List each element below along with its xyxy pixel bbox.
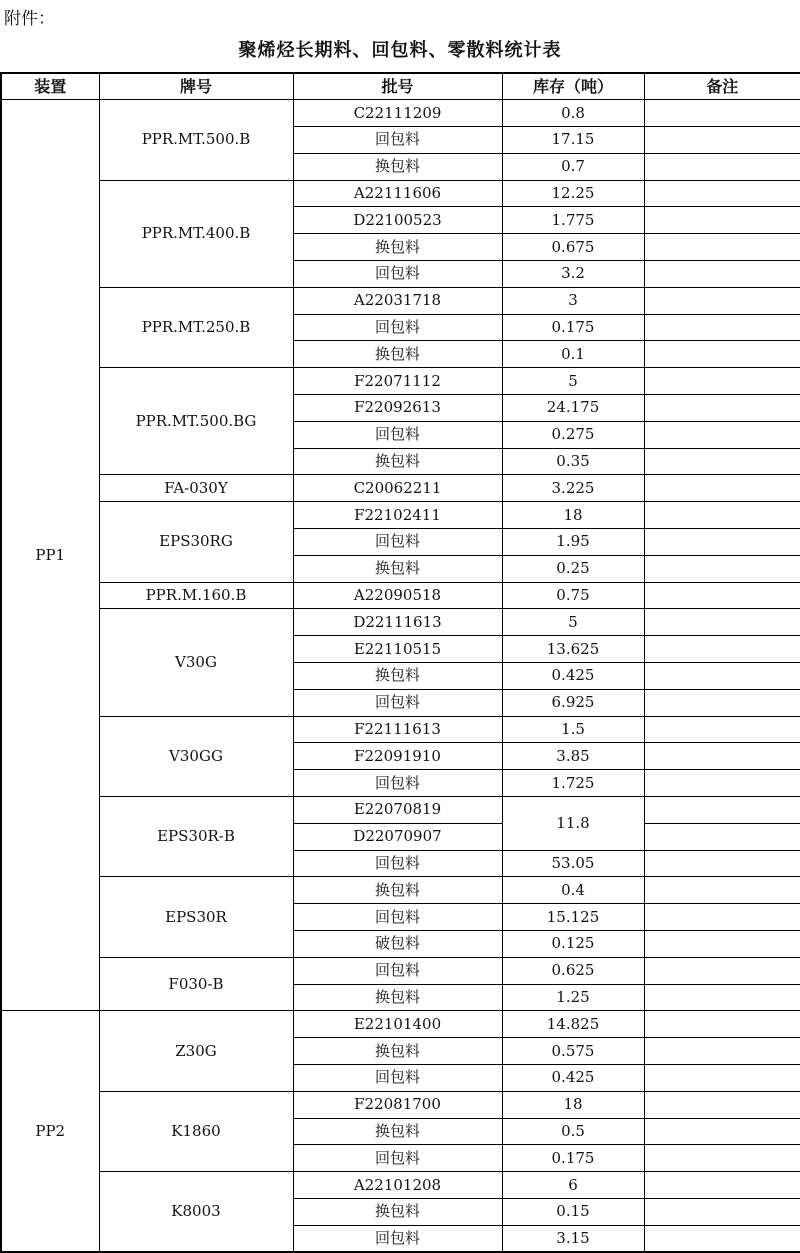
batch-cell: 换包料	[293, 1198, 502, 1225]
batch-cell: E22110515	[293, 636, 502, 663]
batch-cell: A22031718	[293, 287, 502, 314]
batch-cell: 回包料	[293, 957, 502, 984]
remark-cell	[644, 957, 800, 984]
stock-cell: 12.25	[502, 180, 644, 207]
grade-cell: EPS30R-B	[99, 797, 293, 877]
stock-cell: 0.4	[502, 877, 644, 904]
stock-cell: 0.1	[502, 341, 644, 368]
grade-cell: PPR.MT.250.B	[99, 287, 293, 367]
grade-cell: F030-B	[99, 957, 293, 1011]
stock-cell: 0.175	[502, 314, 644, 341]
table-row	[1, 797, 800, 824]
table-row	[1, 1172, 800, 1199]
remark-cell	[644, 475, 800, 502]
table-row	[1, 475, 800, 502]
table-row	[1, 957, 800, 984]
batch-cell: F22071112	[293, 368, 502, 395]
remark-cell	[644, 1091, 800, 1118]
batch-cell: 换包料	[293, 555, 502, 582]
table-row	[1, 1091, 800, 1118]
remark-cell	[644, 689, 800, 716]
batch-cell: 回包料	[293, 1225, 502, 1252]
batch-cell: A22090518	[293, 582, 502, 609]
remark-cell	[644, 1118, 800, 1145]
batch-cell: 回包料	[293, 261, 502, 288]
stock-cell: 0.15	[502, 1198, 644, 1225]
table-row	[1, 716, 800, 743]
remark-cell	[644, 850, 800, 877]
stock-cell: 0.425	[502, 1064, 644, 1091]
stock-cell: 1.5	[502, 716, 644, 743]
stock-cell: 0.175	[502, 1145, 644, 1172]
batch-cell: 回包料	[293, 314, 502, 341]
stock-cell: 0.125	[502, 931, 644, 958]
batch-cell: 回包料	[293, 127, 502, 154]
batch-cell: 回包料	[293, 689, 502, 716]
remark-cell	[644, 823, 800, 850]
header-stock: 库存（吨）	[502, 73, 644, 100]
grade-cell: EPS30R	[99, 877, 293, 957]
remark-cell	[644, 1011, 800, 1038]
batch-cell: F22111613	[293, 716, 502, 743]
batch-cell: 回包料	[293, 770, 502, 797]
stock-cell: 0.7	[502, 153, 644, 180]
grade-cell: V30G	[99, 609, 293, 716]
remark-cell	[644, 904, 800, 931]
batch-cell: 回包料	[293, 850, 502, 877]
batch-cell: F22081700	[293, 1091, 502, 1118]
remark-cell	[644, 609, 800, 636]
remark-cell	[644, 448, 800, 475]
stock-cell: 3.2	[502, 261, 644, 288]
batch-cell: D22070907	[293, 823, 502, 850]
remark-cell	[644, 770, 800, 797]
remark-cell	[644, 797, 800, 824]
remark-cell	[644, 395, 800, 422]
stock-cell: 13.625	[502, 636, 644, 663]
remark-cell	[644, 636, 800, 663]
batch-cell: A22111606	[293, 180, 502, 207]
stock-cell: 0.575	[502, 1038, 644, 1065]
remark-cell	[644, 100, 800, 127]
batch-cell: 换包料	[293, 1118, 502, 1145]
grade-cell: PPR.MT.400.B	[99, 180, 293, 287]
grade-cell: PPR.M.160.B	[99, 582, 293, 609]
table-row	[1, 1011, 800, 1038]
grade-cell: PPR.MT.500.B	[99, 100, 293, 180]
batch-cell: C22111209	[293, 100, 502, 127]
device-cell: PP1	[1, 100, 99, 1011]
stock-cell: 15.125	[502, 904, 644, 931]
remark-cell	[644, 368, 800, 395]
remark-cell	[644, 1172, 800, 1199]
document-title: 聚烯烃长期料、回包料、零散料统计表	[238, 40, 562, 61]
stock-cell: 0.25	[502, 555, 644, 582]
table-header-row	[1, 73, 800, 100]
inventory-table	[0, 72, 800, 1253]
stock-cell: 3.85	[502, 743, 644, 770]
stock-cell: 18	[502, 1091, 644, 1118]
stock-cell: 0.625	[502, 957, 644, 984]
stock-cell: 1.725	[502, 770, 644, 797]
remark-cell	[644, 877, 800, 904]
stock-cell: 0.5	[502, 1118, 644, 1145]
device-cell: PP2	[1, 1011, 99, 1252]
attachment-label: 附件：	[4, 9, 55, 29]
remark-cell	[644, 555, 800, 582]
batch-cell: 回包料	[293, 1145, 502, 1172]
grade-cell: K8003	[99, 1172, 293, 1252]
stock-cell: 6	[502, 1172, 644, 1199]
header-remark: 备注	[644, 73, 800, 100]
remark-cell	[644, 716, 800, 743]
stock-cell: 5	[502, 368, 644, 395]
remark-cell	[644, 743, 800, 770]
remark-cell	[644, 180, 800, 207]
stock-cell: 0.75	[502, 582, 644, 609]
stock-cell: 3.225	[502, 475, 644, 502]
stock-cell: 3	[502, 287, 644, 314]
remark-cell	[644, 153, 800, 180]
remark-cell	[644, 287, 800, 314]
grade-cell: K1860	[99, 1091, 293, 1171]
batch-cell: 破包料	[293, 931, 502, 958]
remark-cell	[644, 931, 800, 958]
stock-cell: 11.8	[502, 797, 644, 851]
stock-cell: 1.95	[502, 529, 644, 556]
stock-cell: 1.25	[502, 984, 644, 1011]
batch-cell: C20062211	[293, 475, 502, 502]
batch-cell: 回包料	[293, 529, 502, 556]
batch-cell: 换包料	[293, 1038, 502, 1065]
table-row	[1, 582, 800, 609]
remark-cell	[644, 1064, 800, 1091]
batch-cell: 回包料	[293, 1064, 502, 1091]
batch-cell: F22091910	[293, 743, 502, 770]
remark-cell	[644, 502, 800, 529]
batch-cell: 换包料	[293, 877, 502, 904]
stock-cell: 1.775	[502, 207, 644, 234]
remark-cell	[644, 1145, 800, 1172]
grade-cell: FA-030Y	[99, 475, 293, 502]
remark-cell	[644, 341, 800, 368]
stock-cell: 5	[502, 609, 644, 636]
remark-cell	[644, 582, 800, 609]
remark-cell	[644, 207, 800, 234]
grade-cell: PPR.MT.500.BG	[99, 368, 293, 475]
remark-cell	[644, 261, 800, 288]
header-batch: 批号	[293, 73, 502, 100]
remark-cell	[644, 127, 800, 154]
stock-cell: 0.35	[502, 448, 644, 475]
remark-cell	[644, 421, 800, 448]
table-row	[1, 100, 800, 127]
stock-cell: 0.675	[502, 234, 644, 261]
remark-cell	[644, 984, 800, 1011]
table-row	[1, 609, 800, 636]
batch-cell: 换包料	[293, 663, 502, 690]
table-row	[1, 368, 800, 395]
stock-cell: 18	[502, 502, 644, 529]
batch-cell: 回包料	[293, 904, 502, 931]
stock-cell: 24.175	[502, 395, 644, 422]
table-body	[1, 100, 800, 1252]
stock-cell: 14.825	[502, 1011, 644, 1038]
grade-cell: Z30G	[99, 1011, 293, 1091]
stock-cell: 17.15	[502, 127, 644, 154]
batch-cell: A22101208	[293, 1172, 502, 1199]
remark-cell	[644, 1198, 800, 1225]
remark-cell	[644, 529, 800, 556]
batch-cell: 换包料	[293, 984, 502, 1011]
remark-cell	[644, 314, 800, 341]
batch-cell: 换包料	[293, 234, 502, 261]
stock-cell: 53.05	[502, 850, 644, 877]
batch-cell: E22070819	[293, 797, 502, 824]
batch-cell: 回包料	[293, 421, 502, 448]
batch-cell: 换包料	[293, 341, 502, 368]
batch-cell: 换包料	[293, 153, 502, 180]
remark-cell	[644, 1038, 800, 1065]
batch-cell: D22111613	[293, 609, 502, 636]
batch-cell: F22102411	[293, 502, 502, 529]
remark-cell	[644, 234, 800, 261]
table-row	[1, 287, 800, 314]
batch-cell: 换包料	[293, 448, 502, 475]
batch-cell: E22101400	[293, 1011, 502, 1038]
grade-cell: EPS30RG	[99, 502, 293, 582]
header-device: 装置	[1, 73, 99, 100]
stock-cell: 6.925	[502, 689, 644, 716]
grade-cell: V30GG	[99, 716, 293, 796]
batch-cell: D22100523	[293, 207, 502, 234]
batch-cell: F22092613	[293, 395, 502, 422]
remark-cell	[644, 663, 800, 690]
table-row	[1, 180, 800, 207]
table-row	[1, 877, 800, 904]
stock-cell: 0.425	[502, 663, 644, 690]
stock-cell: 0.8	[502, 100, 644, 127]
stock-cell: 0.275	[502, 421, 644, 448]
table-row	[1, 502, 800, 529]
stock-cell: 3.15	[502, 1225, 644, 1252]
remark-cell	[644, 1225, 800, 1252]
header-grade: 牌号	[99, 73, 293, 100]
